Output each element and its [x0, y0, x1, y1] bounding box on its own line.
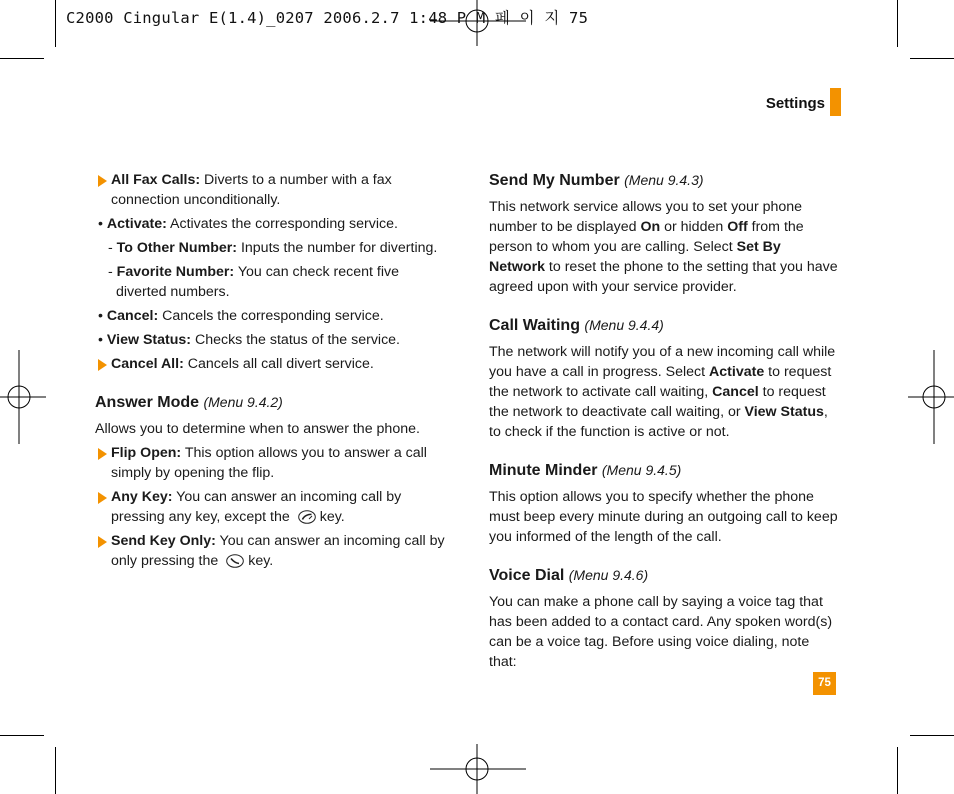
- para-bold: On: [640, 219, 661, 235]
- list-item: [95, 170, 445, 210]
- item-text: Diverts to a number with a fax connection unconditionally.: [111, 172, 392, 208]
- registration-mark: [908, 350, 954, 444]
- list-item: [95, 531, 445, 571]
- menu-reference: (Menu 9.4.3): [624, 172, 704, 188]
- section-heading: [489, 170, 839, 191]
- dot-bullet-icon: •: [98, 308, 107, 324]
- para-text: to request the network to activate call waiting,: [489, 364, 832, 400]
- para-bold: View Status: [744, 404, 824, 420]
- para-bold: Off: [727, 219, 748, 235]
- item-term: Favorite Number:: [116, 264, 235, 280]
- paragraph: [489, 197, 839, 297]
- crop-mark: [55, 0, 56, 47]
- crop-mark: [55, 747, 56, 794]
- section-tab: [830, 88, 841, 116]
- item-text: Cancels all call divert service.: [183, 356, 374, 372]
- registration-mark: [430, 744, 526, 794]
- arrow-bullet-icon: [98, 492, 107, 504]
- item-term: All Fax Calls:: [111, 172, 201, 188]
- list-item: [98, 306, 445, 326]
- item-text: Checks the status of the service.: [191, 332, 400, 348]
- section-heading: [489, 315, 839, 336]
- arrow-bullet-icon: [98, 536, 107, 548]
- item-term: To Other Number:: [116, 240, 238, 256]
- dot-bullet-icon: •: [98, 332, 107, 348]
- end-key-icon: [298, 510, 316, 524]
- item-text: You can check recent five diverted numbers.: [116, 264, 399, 300]
- crop-mark: [0, 735, 44, 736]
- crop-mark: [897, 747, 898, 794]
- menu-reference: (Menu 9.4.6): [568, 567, 649, 583]
- item-text: key.: [248, 553, 274, 569]
- list-item: [95, 487, 445, 527]
- arrow-bullet-icon: [98, 175, 107, 187]
- dash-bullet-icon: -: [108, 240, 117, 256]
- list-item: [108, 262, 445, 302]
- list-item: [108, 238, 445, 258]
- para-bold: Set By Network: [489, 239, 781, 275]
- crop-mark: [910, 58, 954, 59]
- para-text: This network service allows you to set your phone number to be displayed: [489, 199, 803, 235]
- menu-reference: (Menu 9.4.5): [601, 462, 682, 478]
- list-item: [98, 214, 445, 234]
- arrow-bullet-icon: [98, 448, 107, 460]
- para-text: to request the network to deactivate call waiting, or: [489, 384, 826, 420]
- heading-title: Call Waiting: [489, 317, 580, 334]
- heading-title: Minute Minder: [489, 462, 598, 479]
- heading-title: Answer Mode: [95, 394, 200, 411]
- item-text: Activates the corresponding service.: [166, 216, 398, 232]
- heading-title: Voice Dial: [489, 567, 565, 584]
- item-term: Flip Open:: [111, 445, 182, 461]
- crop-mark: [910, 735, 954, 736]
- item-text: Cancels the corresponding service.: [158, 308, 384, 324]
- para-text: to reset the phone to the setting that you have agreed upon with your service provider.: [489, 259, 838, 295]
- item-text: Inputs the number for diverting.: [237, 240, 438, 256]
- section-label: Settings: [765, 95, 825, 112]
- para-text: or hidden: [660, 219, 728, 235]
- para-text: , to check if the function is active or not.: [489, 404, 828, 440]
- list-item: [98, 330, 445, 350]
- section-heading: [489, 460, 839, 481]
- list-item: [95, 354, 445, 374]
- item-text: This option allows you to answer a call simply by opening the flip.: [111, 445, 427, 481]
- para-text: The network will notify you of a new incoming call while you have a call in progress. Select: [489, 344, 836, 380]
- item-term: Cancel:: [106, 308, 159, 324]
- registration-mark: [0, 350, 46, 444]
- item-text: key.: [319, 509, 345, 525]
- heading-title: Send My Number: [489, 172, 620, 189]
- para-bold: Cancel: [712, 384, 759, 400]
- item-term: Any Key:: [111, 489, 173, 505]
- section-heading: [95, 392, 445, 413]
- list-item: [95, 443, 445, 483]
- dash-bullet-icon: -: [108, 264, 117, 280]
- paragraph: Allows you to determine when to answer the phone.: [95, 421, 420, 437]
- page-number: 75: [813, 672, 836, 695]
- item-term: View Status:: [106, 332, 192, 348]
- crop-mark: [0, 58, 44, 59]
- menu-reference: (Menu 9.4.2): [203, 394, 283, 410]
- menu-reference: (Menu 9.4.4): [584, 317, 664, 333]
- paragraph: [489, 342, 839, 442]
- item-term: Activate:: [106, 216, 167, 232]
- para-text: from the person to whom you are calling. Select: [489, 219, 804, 255]
- item-term: Cancel All:: [111, 356, 184, 372]
- arrow-bullet-icon: [98, 359, 107, 371]
- crop-mark: [897, 0, 898, 47]
- left-column: [95, 170, 445, 575]
- item-text: You can answer an incoming call by only pressing the: [111, 533, 445, 569]
- item-text: You can answer an incoming call by pressing any key, except the: [111, 489, 402, 525]
- print-slug: C2000 Cingular E(1.4)_0207 2006.2.7 1:48 P M 페 이 지 75: [66, 9, 589, 27]
- paragraph: This option allows you to specify whether the phone must beep every minute during an outgoing call to keep you informed of the length of the call.: [489, 489, 838, 545]
- section-heading: [489, 565, 839, 586]
- send-key-icon: [226, 554, 244, 568]
- paragraph: You can make a phone call by saying a voice tag that has been added to a contact card. Any spoken word(s) can be a voice tag. Before using voice dialing, note that:: [489, 594, 833, 670]
- dot-bullet-icon: •: [98, 216, 107, 232]
- item-term: Send Key Only:: [111, 533, 216, 549]
- right-column: [489, 170, 839, 676]
- para-bold: Activate: [709, 364, 765, 380]
